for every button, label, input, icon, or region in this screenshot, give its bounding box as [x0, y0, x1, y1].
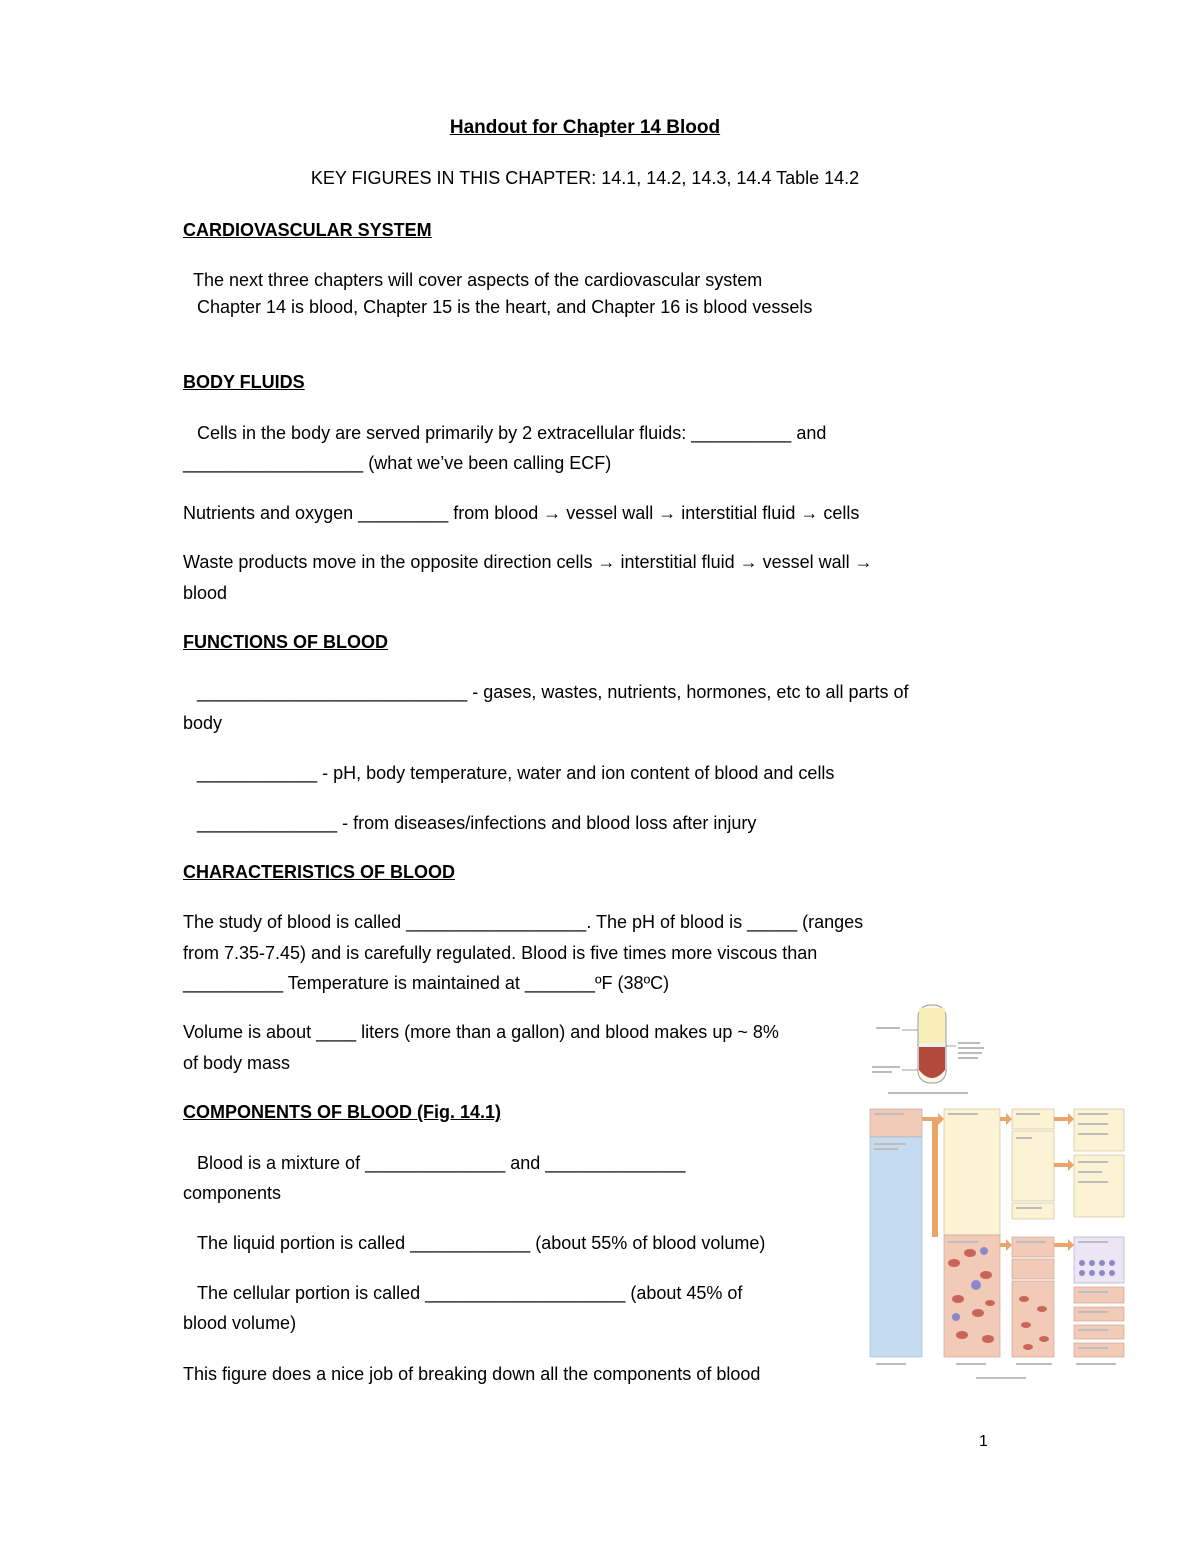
- heading-components: COMPONENTS OF BLOOD (Fig. 14.1): [183, 1102, 502, 1122]
- fluids-p1a: Cells in the body are served primarily by 2 extracellular fluids: __________ and: [197, 423, 827, 443]
- characteristics-p2a: Volume is about ____ liters (more than a gallon) and blood makes up ~ 8%: [183, 1022, 779, 1042]
- functions-p1a: ___________________________ - gases, wastes, nutrients, hormones, etc to all parts of: [197, 682, 909, 702]
- cardio-line-2: Chapter 14 is blood, Chapter 15 is the heart, and Chapter 16 is blood vessels: [197, 297, 813, 317]
- centrifuged-tube-figure: [868, 1000, 1008, 1100]
- blood-components-figure: [866, 1103, 1130, 1385]
- heading-body-fluids: BODY FLUIDS: [183, 372, 305, 392]
- components-p3b: blood volume): [183, 1313, 297, 1333]
- components-p1b: components: [183, 1183, 282, 1203]
- fluids-p3a: Waste products move in the opposite direction cells → interstitial fluid → vessel wall →: [183, 552, 873, 572]
- characteristics-p2b: of body mass: [183, 1053, 291, 1073]
- cardio-line-1: The next three chapters will cover aspects of the cardiovascular system: [193, 270, 763, 290]
- characteristics-p1a: The study of blood is called __________________. The pH of blood is _____ (ranges: [183, 912, 864, 932]
- components-p4: This figure does a nice job of breaking down all the components of blood: [183, 1364, 761, 1384]
- heading-functions: FUNCTIONS OF BLOOD: [183, 632, 388, 652]
- functions-p3: ______________ - from diseases/infections and blood loss after injury: [197, 813, 757, 833]
- components-p1a: Blood is a mixture of ______________ and ______________: [197, 1153, 686, 1173]
- page-number: 1: [979, 1433, 988, 1450]
- heading-characteristics: CHARACTERISTICS OF BLOOD: [183, 862, 455, 882]
- heading-cardiovascular: CARDIOVASCULAR SYSTEM: [183, 220, 432, 240]
- components-p3a: The cellular portion is called ____________________ (about 45% of: [197, 1283, 743, 1303]
- page-title: Handout for Chapter 14 Blood: [449, 117, 721, 138]
- key-figures: KEY FIGURES IN THIS CHAPTER: 14.1, 14.2, 14.3, 14.4 Table 14.2: [310, 168, 860, 188]
- fluids-p2: Nutrients and oxygen _________ from blood → vessel wall → interstitial fluid → cells: [183, 503, 860, 523]
- functions-p2: ____________ - pH, body temperature, water and ion content of blood and cells: [197, 763, 835, 783]
- functions-p1b: body: [183, 713, 223, 733]
- fluids-p1b: __________________ (what we’ve been calling ECF): [183, 453, 612, 473]
- fluids-p3b: blood: [183, 583, 228, 603]
- characteristics-p1c: __________ Temperature is maintained at _______ºF (38ºC): [183, 973, 670, 993]
- components-p2: The liquid portion is called ____________ (about 55% of blood volume): [197, 1233, 766, 1253]
- characteristics-p1b: from 7.35-7.45) and is carefully regulated. Blood is five times more viscous than: [183, 943, 818, 963]
